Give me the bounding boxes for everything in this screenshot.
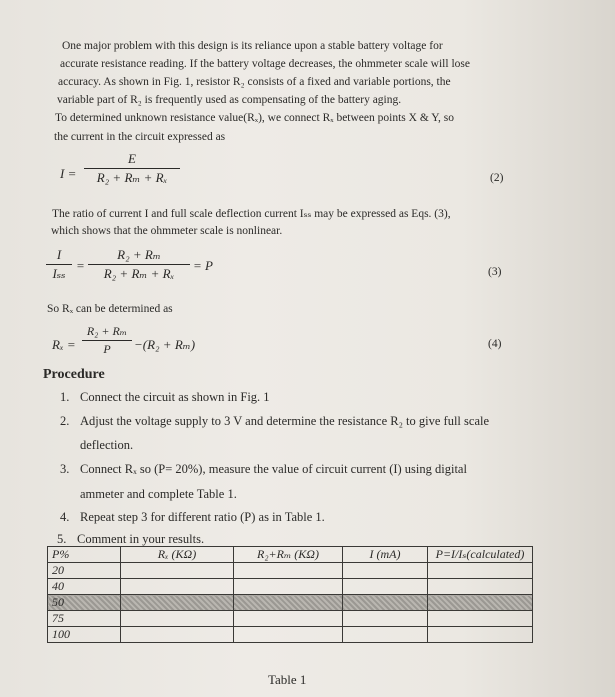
table-header: P% — [48, 547, 121, 563]
step-text: Repeat step 3 for different ratio (P) as in Table 1. — [80, 510, 325, 524]
eq4-denominator: P — [103, 342, 111, 356]
eq3-fraction — [88, 247, 190, 282]
paragraph-line: One major problem with this design is its reliance upon a stable battery voltage for — [62, 40, 443, 52]
table-cell[interactable] — [428, 579, 533, 595]
paragraph-line: which shows that the ohmmeter scale is nonlinear. — [51, 225, 283, 237]
step-text: Connect Rₓ so (P= 20%), measure the value of circuit current (I) using digital — [80, 462, 467, 476]
eq4-rest: −(R₂ + Rₘ) — [134, 337, 196, 352]
step-text: Comment in your results. — [77, 532, 205, 546]
table-header: I (mA) — [343, 547, 428, 563]
table-cell[interactable] — [343, 595, 428, 611]
eq2-numerator: E — [84, 151, 180, 169]
table-cell-p: 75 — [48, 611, 121, 627]
step-text: deflection. — [80, 438, 134, 452]
table-cell[interactable] — [234, 627, 343, 643]
eq3-denominator: R₂ + Rₘ + Rₓ — [103, 266, 175, 281]
eq2-fraction — [84, 151, 180, 186]
table-cell[interactable] — [121, 579, 234, 595]
step-text: ammeter and complete Table 1. — [80, 487, 237, 501]
table-cell-p: 20 — [48, 563, 121, 579]
table-header: Rₓ (KΩ) — [121, 547, 234, 563]
table-cell[interactable] — [428, 563, 533, 579]
table-cell[interactable] — [121, 563, 234, 579]
table-header-row — [48, 547, 533, 563]
table-cell[interactable] — [234, 579, 343, 595]
eq4-numerator: R₂ + Rₘ — [82, 324, 132, 341]
eq3-lhs-denominator: Iₛₛ — [52, 266, 66, 281]
table-cell-p: 40 — [48, 579, 121, 595]
step-number: 1. — [60, 390, 70, 404]
eq2-number: (2) — [490, 172, 504, 184]
paragraph-line: To determined unknown resistance value(Rₓ), we connect Rₓ between points X & Y, so — [55, 112, 455, 124]
table-cell[interactable] — [121, 595, 234, 611]
eq3-lhs-fraction — [46, 247, 72, 282]
eq2-denominator: R₂ + Rₘ + Rₓ — [96, 170, 168, 185]
paragraph-line: So Rₓ can be determined as — [47, 303, 173, 315]
paragraph-line: The ratio of current I and full scale deflection current Iₛₛ may be expressed as Eqs. (3), — [52, 208, 451, 220]
eq3-equals: = — [76, 258, 85, 273]
table-header: R₂+Rₘ (KΩ) — [234, 547, 343, 563]
step-number: 2. — [60, 414, 70, 428]
table-cell[interactable] — [428, 611, 533, 627]
table-cell[interactable] — [234, 563, 343, 579]
paragraph-line: accuracy. As shown in Fig. 1, resistor R₂ consists of a fixed and variable portions, the — [58, 76, 451, 88]
table-cell[interactable] — [428, 595, 533, 611]
table-cell[interactable] — [343, 627, 428, 643]
eq4-lhs: Rₓ = — [52, 337, 76, 352]
procedure-heading: Procedure — [43, 367, 105, 382]
paragraph-line: the current in the circuit expressed as — [54, 131, 226, 143]
table-row — [48, 627, 533, 643]
table-cell[interactable] — [343, 611, 428, 627]
table-cell[interactable] — [343, 563, 428, 579]
paragraph-line: variable part of R₂ is frequently used as compensating of the battery aging. — [57, 94, 402, 106]
table-caption: Table 1 — [268, 672, 307, 687]
eq4-fraction — [82, 324, 132, 357]
eq3-number: (3) — [488, 266, 502, 278]
table-row — [48, 611, 533, 627]
table-cell-p: 50 — [48, 595, 121, 611]
table-row — [48, 579, 533, 595]
step-number: 5. — [57, 532, 67, 546]
table-cell[interactable] — [343, 579, 428, 595]
table-header: P=I/Iₛ(calculated) — [428, 547, 533, 563]
eq3-rhs: = P — [193, 258, 213, 273]
eq2-lhs: I = — [60, 166, 77, 181]
table-cell[interactable] — [234, 595, 343, 611]
step-text: Connect the circuit as shown in Fig. 1 — [80, 390, 270, 404]
eq3-lhs-numerator: I — [46, 247, 72, 265]
step-number: 4. — [60, 510, 70, 524]
table-cell[interactable] — [121, 611, 234, 627]
paragraph-line: accurate resistance reading. If the battery voltage decreases, the ohmmeter scale will lose — [60, 58, 470, 70]
step-number: 3. — [60, 462, 70, 476]
table-cell[interactable] — [428, 627, 533, 643]
step-text: Adjust the voltage supply to 3 V and determine the resistance R₂ to give full scale — [80, 414, 490, 428]
eq4-number: (4) — [488, 338, 502, 350]
eq3-numerator: R₂ + Rₘ — [88, 247, 190, 265]
table-cell[interactable] — [121, 627, 234, 643]
table-row — [48, 563, 533, 579]
table-cell[interactable] — [234, 611, 343, 627]
results-table — [47, 546, 533, 643]
table-cell-p: 100 — [48, 627, 121, 643]
table-row-highlighted — [48, 595, 533, 611]
